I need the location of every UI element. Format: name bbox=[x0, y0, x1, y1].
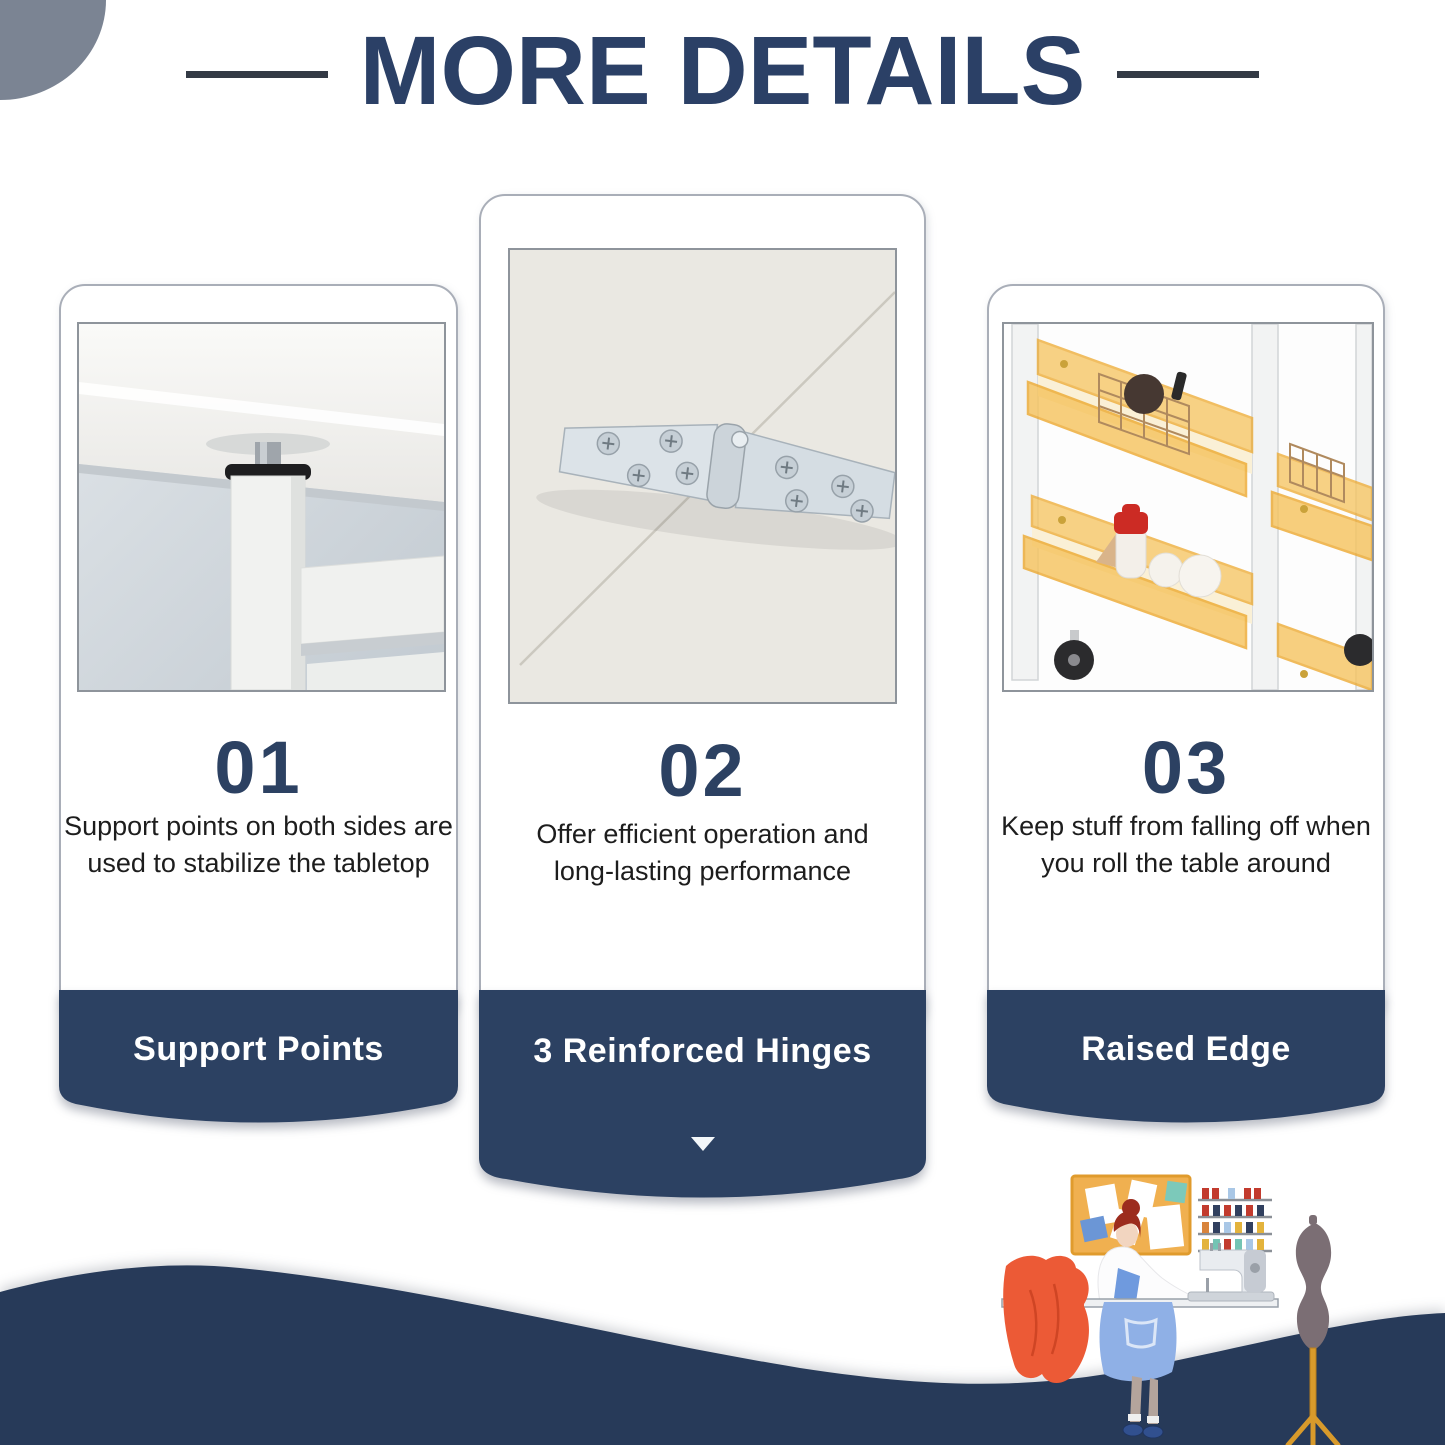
banner-label: Support Points bbox=[133, 1030, 384, 1068]
feature-card-support-points bbox=[59, 284, 458, 1129]
thread-spool-rack bbox=[1198, 1188, 1272, 1251]
description-line: you roll the table around bbox=[1041, 848, 1331, 878]
description-line: Keep stuff from falling off when bbox=[1001, 811, 1371, 841]
title-dash-left bbox=[186, 71, 328, 78]
card-description bbox=[987, 808, 1385, 882]
banner-label: Raised Edge bbox=[1081, 1030, 1291, 1068]
sewing-machine bbox=[1188, 1243, 1274, 1301]
description-line: used to stabilize the tabletop bbox=[87, 848, 430, 878]
hinge-photo bbox=[508, 248, 897, 704]
description-line: Support points on both sides are bbox=[64, 811, 453, 841]
seamstress-lower bbox=[1100, 1302, 1177, 1438]
card-description bbox=[59, 808, 458, 882]
card-description bbox=[479, 816, 926, 890]
description-line: Offer efficient operation and bbox=[536, 819, 869, 849]
description-line: long-lasting performance bbox=[553, 856, 852, 886]
sewing-illustration bbox=[1000, 1160, 1445, 1445]
card-number: 01 bbox=[214, 726, 303, 809]
banner-label: 3 Reinforced Hinges bbox=[533, 1032, 872, 1070]
title-dash-right bbox=[1117, 71, 1259, 78]
dress-form-mannequin bbox=[1288, 1215, 1338, 1445]
header bbox=[0, 16, 1445, 125]
orange-fabric bbox=[1003, 1256, 1089, 1383]
page-title: MORE DETAILS bbox=[359, 16, 1086, 125]
cart-raised-edge-photo bbox=[1002, 322, 1374, 692]
card-number: 02 bbox=[658, 729, 747, 812]
support-point-photo bbox=[77, 322, 446, 692]
card-banner bbox=[987, 990, 1385, 1130]
feature-card-reinforced-hinges bbox=[479, 194, 926, 1198]
card-number: 03 bbox=[1141, 726, 1231, 809]
card-banner bbox=[59, 990, 458, 1130]
feature-card-raised-edge bbox=[987, 284, 1385, 1129]
